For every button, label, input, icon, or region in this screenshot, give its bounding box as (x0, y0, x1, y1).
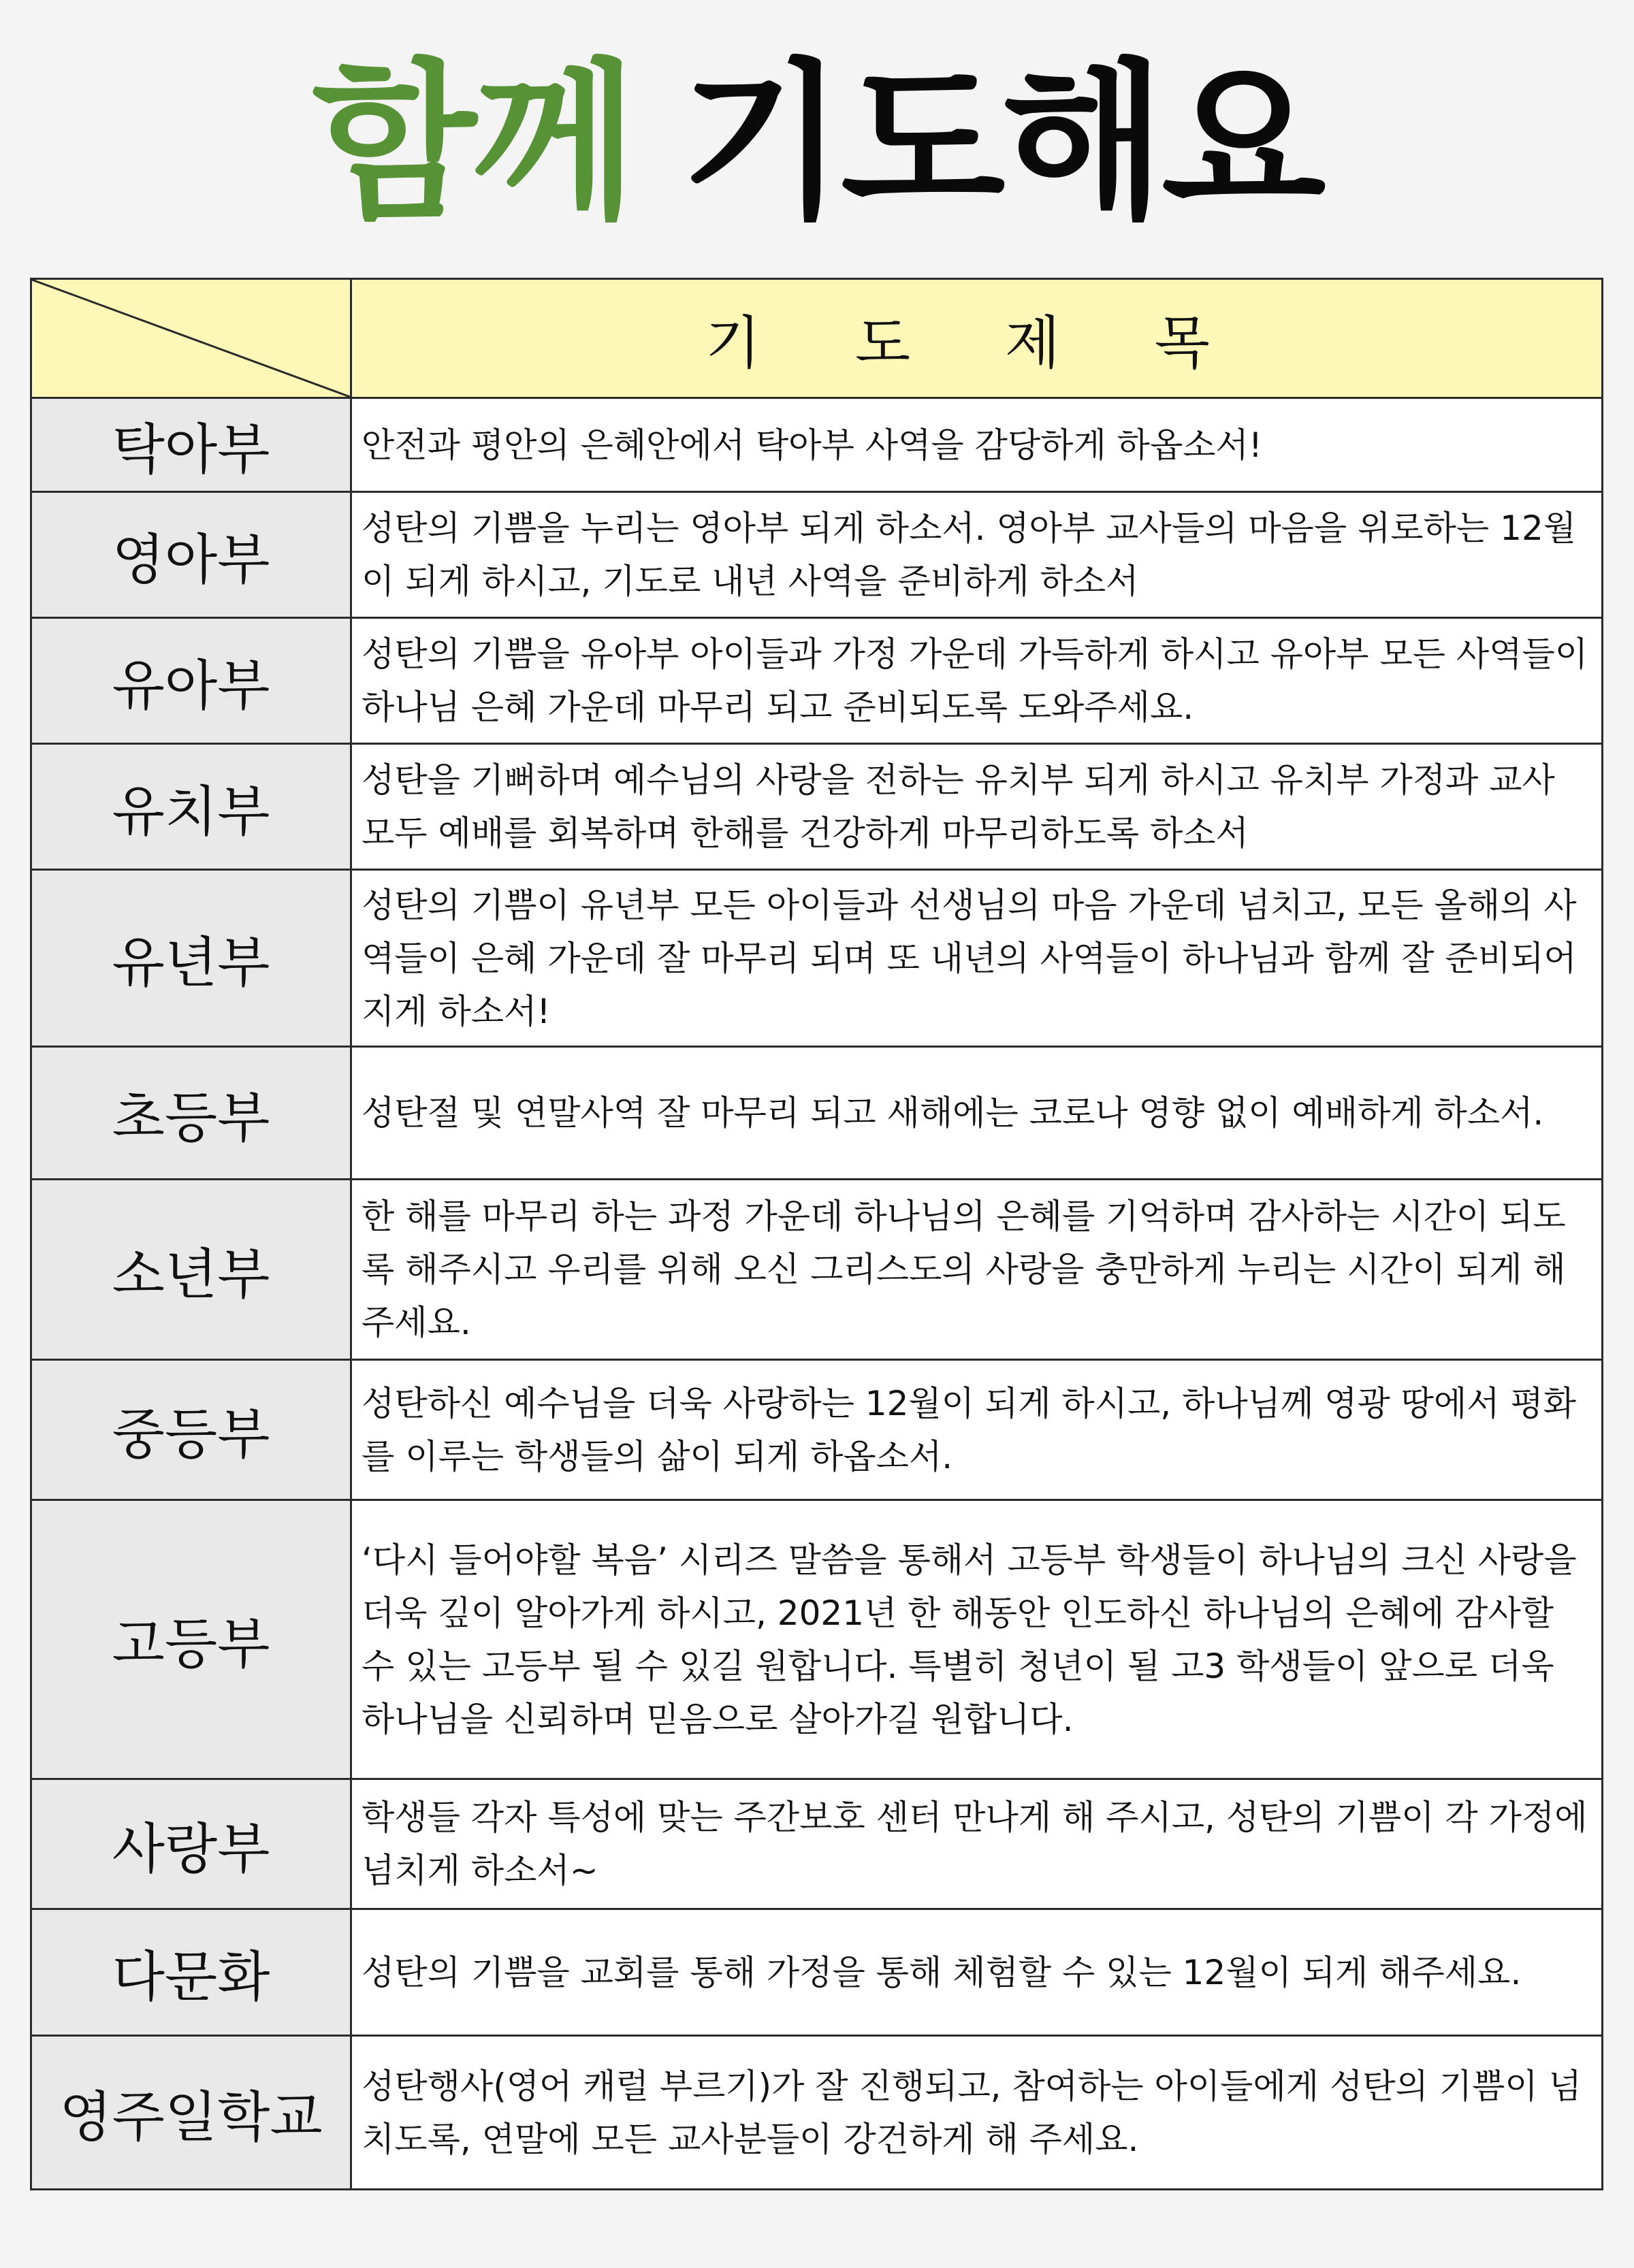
department-cell: 영주일학교 (31, 2036, 351, 2190)
header-title: 기 도 제 목 (351, 279, 1603, 398)
department-cell: 유년부 (31, 870, 351, 1047)
prayer-text-cell: 성탄절 및 연말사역 잘 마무리 되고 새해에는 코로나 영향 없이 예배하게 하소서. (351, 1047, 1603, 1180)
prayer-text-cell: 성탄을 기뻐하며 예수님의 사랑을 전하는 유치부 되게 하시고 유치부 가정과 교사 모두 예배를 회복하며 한해를 건강하게 마무리하도록 하소서 (351, 744, 1603, 870)
table-row (31, 398, 1603, 492)
page-title (0, 41, 1634, 245)
prayer-table (30, 278, 1603, 2190)
table-row (31, 744, 1603, 870)
department-cell: 중등부 (31, 1360, 351, 1500)
table-row (31, 618, 1603, 744)
department-cell: 소년부 (31, 1180, 351, 1360)
table-row (31, 870, 1603, 1047)
department-cell: 탁아부 (31, 398, 351, 492)
table-row (31, 1047, 1603, 1180)
prayer-text-cell: 성탄행사(영어 캐럴 부르기)가 잘 진행되고, 참여하는 아이들에게 성탄의 기쁨이 넘치도록, 연말에 모든 교사분들이 강건하게 해 주세요. (351, 2036, 1603, 2190)
table-row (31, 492, 1603, 618)
prayer-text-cell: 성탄의 기쁨을 교회를 통해 가정을 통해 체험할 수 있는 12월이 되게 해주세요. (351, 1909, 1603, 2036)
table-row (31, 1180, 1603, 1360)
department-cell: 유아부 (31, 618, 351, 744)
prayer-text-cell: 안전과 평안의 은혜안에서 탁아부 사역을 감당하게 하옵소서! (351, 398, 1603, 492)
table-row (31, 1909, 1603, 2036)
prayer-text-cell: ‘다시 들어야할 복음’ 시리즈 말씀을 통해서 고등부 학생들이 하나님의 크신 사랑을 더욱 깊이 알아가게 하시고, 2021년 한 해동안 인도하신 하나님의 은혜에 감사할 수 있는 고등부 될 수 있길 원합니다. 특별히 청년이 될 고3 학생들이 앞으로 더욱 하나님을 신뢰하며 믿음으로 살아가길 원합니다. (351, 1500, 1603, 1779)
table-row (31, 1779, 1603, 1909)
department-cell: 유치부 (31, 744, 351, 870)
header-corner-cell (31, 279, 351, 398)
department-cell: 영아부 (31, 492, 351, 618)
table-row (31, 1360, 1603, 1500)
table-row (31, 2036, 1603, 2190)
department-cell: 고등부 (31, 1500, 351, 1779)
diagonal-divider-icon (32, 280, 350, 397)
prayer-text-cell: 성탄의 기쁨을 유아부 아이들과 가정 가운데 가득하게 하시고 유아부 모든 사역들이 하나님 은혜 가운데 마무리 되고 준비되도록 도와주세요. (351, 618, 1603, 744)
department-cell: 사랑부 (31, 1779, 351, 1909)
prayer-text-cell: 성탄하신 예수님을 더욱 사랑하는 12월이 되게 하시고, 하나님께 영광 땅에서 평화를 이루는 학생들의 삶이 되게 하옵소서. (351, 1360, 1603, 1500)
header-row (31, 279, 1603, 398)
title-part-green: 함께 (312, 44, 633, 242)
prayer-text-cell: 한 해를 마무리 하는 과정 가운데 하나님의 은혜를 기억하며 감사하는 시간이 되도록 해주시고 우리를 위해 오신 그리스도의 사랑을 충만하게 누리는 시간이 되게 해주세요. (351, 1180, 1603, 1360)
table-row (31, 1500, 1603, 1779)
prayer-text-cell: 성탄의 기쁨을 누리는 영아부 되게 하소서. 영아부 교사들의 마음을 위로하는 12월이 되게 하시고, 기도로 내년 사역을 준비하게 하소서 (351, 492, 1603, 618)
prayer-text-cell: 성탄의 기쁨이 유년부 모든 아이들과 선생님의 마음 가운데 넘치고, 모든 올해의 사역들이 은혜 가운데 잘 마무리 되며 또 내년의 사역들이 하나님과 함께 잘 준비되어지게 하소서! (351, 870, 1603, 1047)
department-cell: 초등부 (31, 1047, 351, 1180)
prayer-text-cell: 학생들 각자 특성에 맞는 주간보호 센터 만나게 해 주시고, 성탄의 기쁨이 각 가정에 넘치게 하소서~ (351, 1779, 1603, 1909)
title-part-black: 기도해요 (680, 44, 1322, 242)
department-cell: 다문화 (31, 1909, 351, 2036)
